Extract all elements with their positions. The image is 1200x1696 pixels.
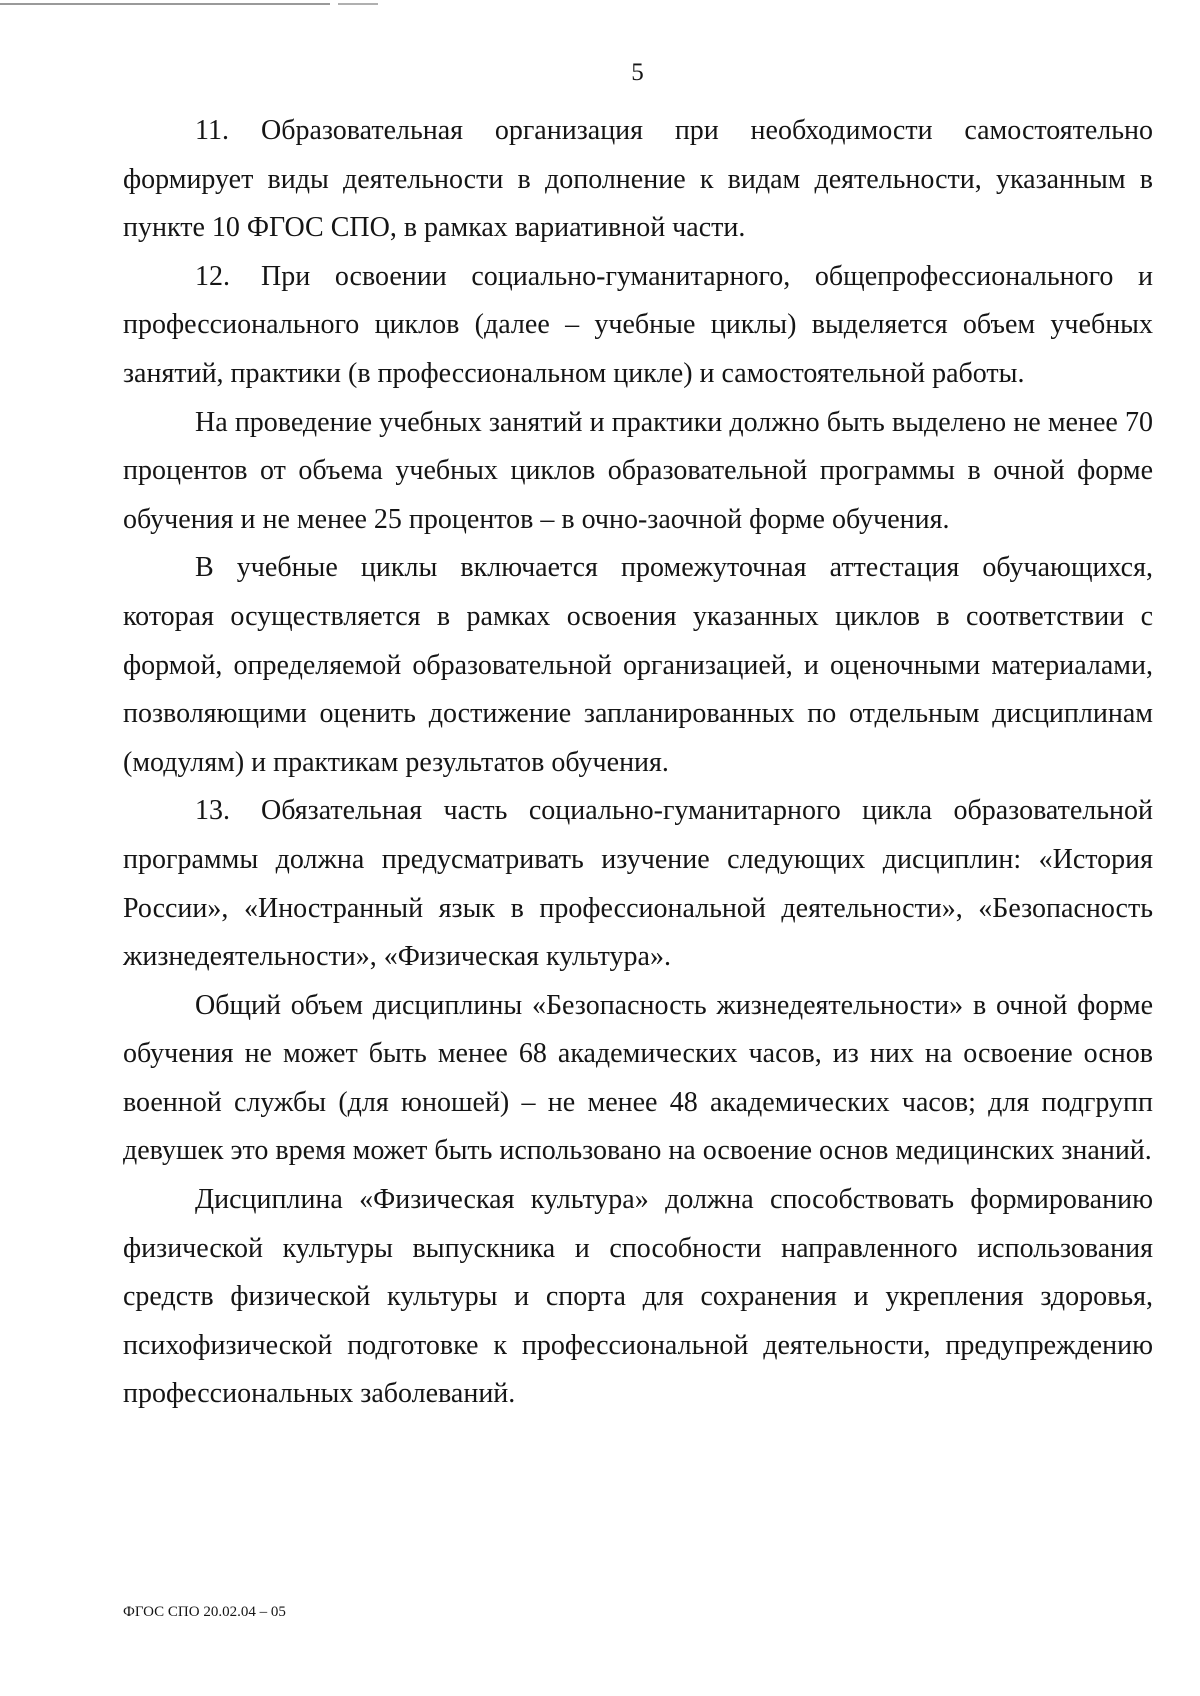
paragraph-text: На проведение учебных занятий и практики должно быть выделено не менее 70 процентов от объема учебных циклов образовательной программы в очной форме обучения и не менее 25 процентов – в очно-заочной форме обучения.: [123, 406, 1153, 535]
page-number: 5: [631, 59, 644, 86]
paragraph-text: В учебные циклы включается промежуточная аттестация обучающихся, которая осуществляется в рамках освоения указанных циклов в соответствии с формой, определяемой образовательной организацией, и оценочными материалами, позволяющими оценить достижение запланированных по отдельным дисциплинам (модулям) и практикам результатов обучения.: [123, 552, 1153, 778]
document-body: [123, 107, 1153, 1419]
paragraph-attestation: [123, 544, 1153, 787]
footer-doc-code: ФГОС СПО 20.02.04 – 05: [123, 1604, 286, 1620]
paragraph-text: Образовательная организация при необходимости самостоятельно формирует виды деятельности в дополнение к видам деятельности, указанным в пункте 10 ФГОС СПО, в рамках вариативной части.: [123, 115, 1153, 244]
paragraph-12: [123, 253, 1153, 399]
paragraph-text: Дисциплина «Физическая культура» должна способствовать формированию физической культуры выпускника и способности направленного использования средств физической культуры и спорта для сохранения и укрепления здоровья, психофизической подготовке к профессиональной деятельности, предупреждению профессиональных заболеваний.: [123, 1184, 1153, 1410]
paragraph-number: 11.: [195, 115, 229, 146]
paragraph-text: Общий объем дисциплины «Безопасность жизнедеятельности» в очной форме обучения не может быть менее 68 академических часов, из них на освоение основ военной службы (для юношей) – не менее 48 академических часов; для подгрупп девушек это время может быть использовано на освоение основ медицинских знаний.: [123, 989, 1153, 1167]
paragraph-number: 12.: [195, 260, 230, 292]
paragraph-text: Обязательная часть социально-гуманитарного цикла образовательной программы должна предусматривать изучение следующих дисциплин: «История России», «Иностранный язык в профессиональной деятельности», «Безопасность жизнедеятельности», «Физическая культура».: [123, 795, 1153, 973]
paragraph-life-safety: [123, 982, 1153, 1176]
scan-edge-dash: [338, 3, 378, 5]
paragraph-text: При освоении социально-гуманитарного, общепрофессионального и профессионального циклов (далее – учебные циклы) выделяется объем учебных занятий, практики (в профессиональном цикле) и самостоятельной работы.: [123, 260, 1153, 389]
paragraph-13: [123, 787, 1153, 981]
paragraph-11: [123, 107, 1153, 253]
scan-edge-line: [0, 3, 330, 5]
paragraph-number: 13.: [195, 795, 230, 827]
paragraph-physical-culture: [123, 1176, 1153, 1419]
paragraph-study-time: [123, 399, 1153, 545]
